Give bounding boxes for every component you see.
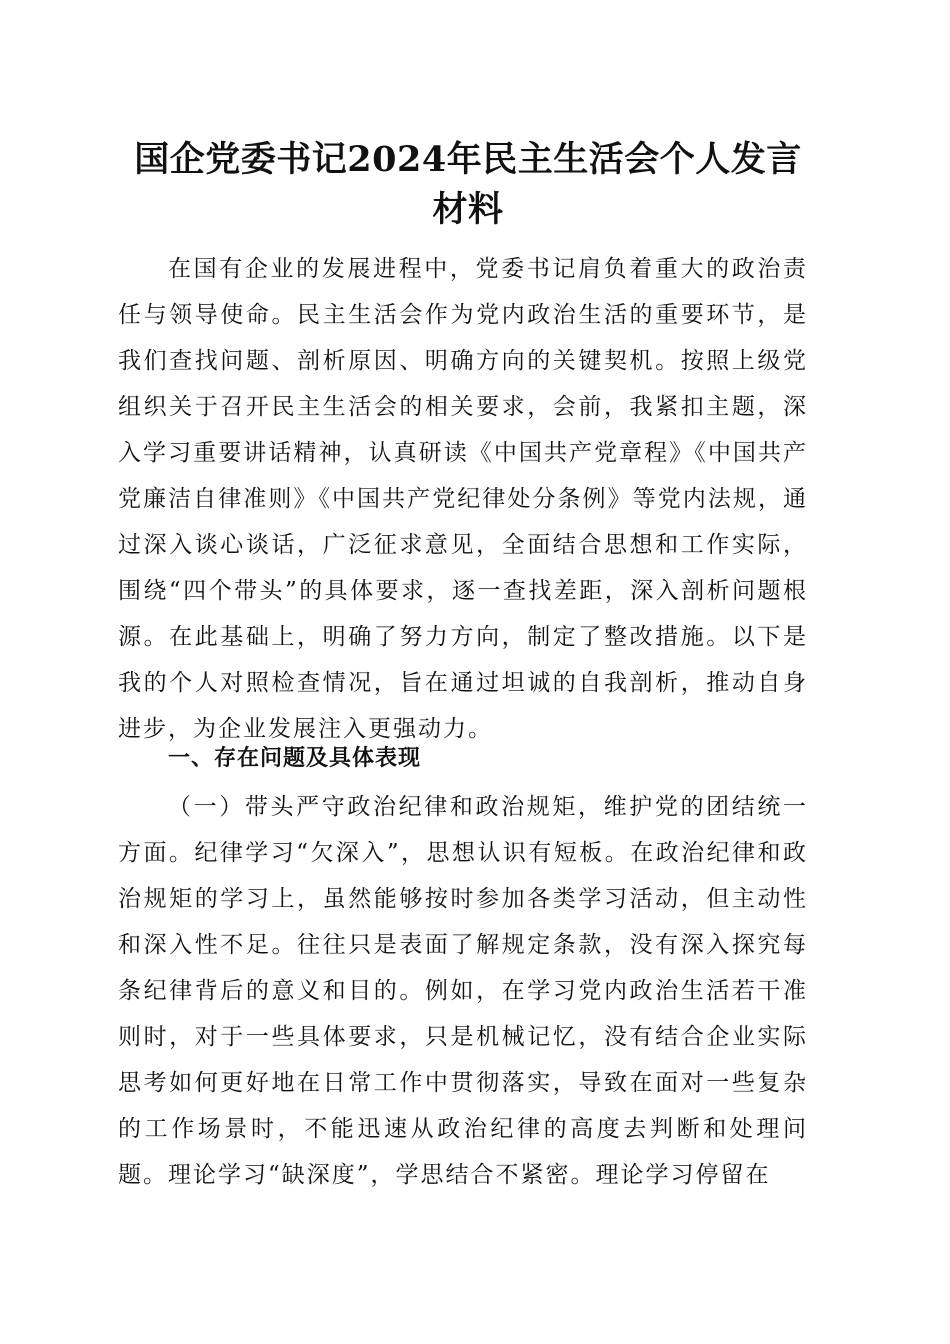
- document-title: 国企党委书记2024年民主生活会个人发言材料: [134, 139, 802, 230]
- intro-paragraph: 在国有企业的发展进程中，党委书记肩负着重大的政治责任与领导使命。民主生活会作为党内政治生活的重要环节，是我们查找问题、剖析原因、明确方向的关键契机。按照上级党组织关于召开民主生活会的相关要求，会前，我紧扣主题，深入学习重要讲话精神，认真研读《中国共产党章程》《中国共产党廉洁自律准则》《中国共产党纪律处分条例》等党内法规，通过深入谈心谈话，广泛征求意见，全面结合思想和工作实际，围绕“四个带头”的具体要求，逐一查找差距，深入剖析问题根源。在此基础上，明确了努力方向，制定了整改措施。以下是我的个人对照检查情况，旨在通过坦诚的自我剖析，推动自身进步，为企业发展注入更强动力。: [118, 256, 808, 742]
- section-1-paragraph: （一）带头严守政治纪律和政治规矩，维护党的团结统一方面。纪律学习“欠深入”，思想认识有短板。在政治纪律和政治规矩的学习上，虽然能够按时参加各类学习活动，但主动性和深入性不足。往往只是表面了解规定条款，没有深入探究每条纪律背后的意义和目的。例如，在学习党内政治生活若干准则时，对于一些具体要求，只是机械记忆，没有结合企业实际思考如何更好地在日常工作中贯彻落实，导致在面对一些复杂的工作场景时，不能迅速从政治纪律的高度去判断和处理问题。理论学习“缺深度”，学思结合不紧密。理论学习停留在: [118, 794, 808, 1188]
- section-heading-problems: 一、存在问题及具体表现: [168, 746, 422, 771]
